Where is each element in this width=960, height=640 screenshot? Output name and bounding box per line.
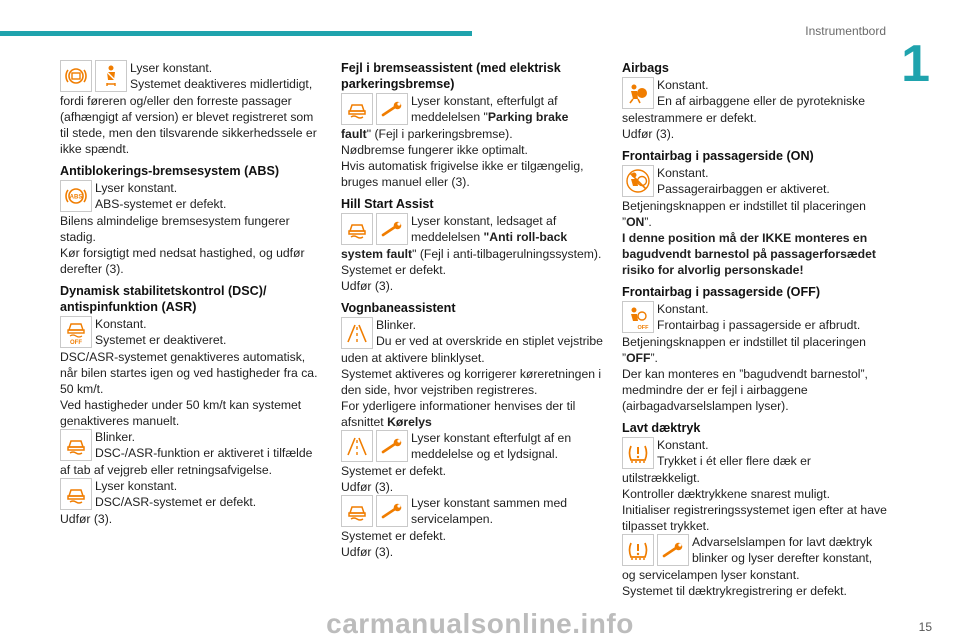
car-icon <box>341 213 373 245</box>
paragraph: selestrammere er defekt. <box>622 111 757 125</box>
header-accent-bar <box>0 31 472 36</box>
paragraph: og servicelampen lyser konstant. <box>622 568 800 582</box>
entry-line: Konstant. <box>657 302 709 316</box>
lane-icon <box>341 430 373 462</box>
text-bold: "Anti roll-back <box>483 230 568 244</box>
tyre-pressure-icon <box>622 437 654 469</box>
seatbelt-warning-icon <box>95 60 127 92</box>
entry-line: Advarselslampen for lavt dæktryk <box>692 535 873 549</box>
paragraph: DSC/ASR-systemet genaktiveres automatisk, når bilen startes igen og ved hastigheder fra ca. 50 km/t. <box>60 350 318 396</box>
dsc-icon <box>60 478 92 510</box>
heading-dsc: Dynamisk stabilitetskontrol (DSC)/ antispinfunktion (ASR) <box>60 284 267 314</box>
dsc-off-icon <box>60 316 92 348</box>
paragraph: utilstrækkeligt. <box>622 471 700 485</box>
entry-line: Konstant. <box>657 78 709 92</box>
airbag-off-icon <box>622 301 654 333</box>
paragraph: Udfør (3). <box>341 545 394 559</box>
entry-line: Lyser konstant. <box>95 181 178 195</box>
entry-line: Du er ved at overskride en stiplet vejstribe <box>376 334 603 348</box>
text: ”. <box>644 215 652 229</box>
entry-line: Lyser konstant. <box>95 479 178 493</box>
text-bold: system fault <box>341 247 413 261</box>
entry-line: Lyser konstant, ledsaget af <box>411 214 557 228</box>
paragraph: uden at aktivere blinklyset. <box>341 351 485 365</box>
paragraph: Der kan monteres en ”bagudvendt barnestol”, medmindre der er fejl i airbaggene (airbagadvarselslampen lyser). <box>622 367 868 413</box>
car-icon <box>341 495 373 527</box>
paragraph: Systemet til dæktrykregistrering er defekt. <box>622 584 847 598</box>
paragraph: Udfør (3). <box>341 480 394 494</box>
entry-line: ABS-systemet er defekt. <box>95 197 227 211</box>
entry-line: Konstant. <box>657 438 709 452</box>
airbag-on-icon <box>622 165 654 197</box>
entry-line: Konstant. <box>95 317 147 331</box>
entry-line: Blinker. <box>95 430 135 444</box>
heading-airbag-off: Frontairbag i passagerside (OFF) <box>622 285 821 299</box>
lane-icon <box>341 317 373 349</box>
entry-line: Lyser konstant sammen med <box>411 496 568 510</box>
paragraph: Udfør (3). <box>60 512 113 526</box>
paragraph: Udfør (3). <box>341 279 394 293</box>
seatbelt-entry <box>60 60 318 93</box>
heading-brake-assist: Fejl i bremseassistent (med elektrisk parkeringsbremse) <box>341 61 561 91</box>
paragraph: Systemet aktiveres og korrigerer køreretningen i den side, hvor vejstriben registreres. <box>341 367 602 397</box>
heading-lane-assist: Vognbaneassistent <box>341 301 456 315</box>
tyre-pressure-icon <box>622 534 654 566</box>
paragraph: Systemet er defekt. <box>341 263 446 277</box>
text: For yderligere informationer henvises der til afsnittet <box>341 399 576 429</box>
airbag-icon <box>622 77 654 109</box>
entry-line: Systemet er deaktiveret. <box>95 333 227 347</box>
entry-line: blinker og lyser derefter konstant, <box>692 551 873 565</box>
paragraph: af tab af vejgreb eller retningsafvigelse. <box>60 463 273 477</box>
text: " (Fejl i parkeringsbremse). <box>366 127 513 141</box>
entry-line: Lyser konstant, efterfulgt af <box>411 94 558 108</box>
car-icon <box>341 93 373 125</box>
text: Betjeningsknappen er indstillet til placeringen ” <box>622 199 866 229</box>
paragraph: fordi føreren og/eller den forreste passager (afhængigt af version) er blevet registreret som til stede, men den tilsvarende sikkerhedssele er ikke spændt. <box>60 94 317 156</box>
entry-line: Blinker. <box>376 318 416 332</box>
heading-abs: Antiblokerings-bremsesystem (ABS) <box>60 164 280 178</box>
entry-line: servicelampen. <box>411 512 493 526</box>
entry-line: meddelelse og et lydsignal. <box>411 447 559 461</box>
warning-text: I denne position må der IKKE monteres en bagudvendt barnestol på passagerforsædet risiko for alvorlig personskade! <box>622 231 876 277</box>
wrench-icon <box>376 213 408 245</box>
text-bold: Parking brake <box>487 110 569 124</box>
entry-line: En af airbaggene eller de pyrotekniske <box>657 94 865 108</box>
paragraph: Bilens almindelige bremsesystem fungerer stadig. <box>60 214 290 244</box>
text-bold: Kørelys <box>387 415 432 429</box>
text: " (Fejl i anti-tilbagerulningssystem). <box>412 247 602 261</box>
column-middle <box>341 60 605 560</box>
heading-airbag-on: Frontairbag i passagerside (ON) <box>622 149 814 163</box>
paragraph: Kør forsigtigt med nedsat hastighed, og udfør derefter (3). <box>60 246 305 276</box>
dsc-icon <box>60 429 92 461</box>
paragraph: Kontroller dæktrykkene snarest muligt. <box>622 487 830 501</box>
entry-line: DSC-/ASR-funktion er aktiveret i tilfælde <box>95 446 313 460</box>
column-right <box>622 60 890 599</box>
entry-line: Lyser konstant. <box>130 61 213 75</box>
paragraph: Systemet er defekt. <box>341 464 446 478</box>
paragraph: Ved hastigheder under 50 km/t kan systemet genaktiveres manuelt. <box>60 398 302 428</box>
entry-line: Frontairbag i passagerside er afbrudt. <box>657 318 861 332</box>
heading-hill-start: Hill Start Assist <box>341 197 434 211</box>
entry-line: Konstant. <box>657 166 709 180</box>
section-title: Instrumentbord <box>805 24 886 38</box>
page-number: 15 <box>918 620 932 634</box>
seatbelt-icon <box>60 60 92 92</box>
paragraph: Nødbremse fungerer ikke optimalt. <box>341 143 528 157</box>
wrench-icon <box>376 430 408 462</box>
column-left <box>60 60 318 527</box>
heading-airbags: Airbags <box>622 61 669 75</box>
entry-line: DSC/ASR-systemet er defekt. <box>95 495 257 509</box>
text-bold: ON <box>626 215 645 229</box>
paragraph: Systemet er defekt. <box>341 529 446 543</box>
text: meddelelsen " <box>411 110 488 124</box>
text-bold: fault <box>341 127 367 141</box>
wrench-icon <box>657 534 689 566</box>
text-bold: OFF <box>626 351 651 365</box>
entry-line: Systemet deaktiveres midlertidigt, <box>130 77 313 91</box>
entry-line: Lyser konstant efterfulgt af en <box>411 431 572 445</box>
entry-line: Passagerairbaggen er aktiveret. <box>657 182 830 196</box>
heading-tyre-pressure: Lavt dæktryk <box>622 421 701 435</box>
chapter-number: 1 <box>901 35 930 93</box>
text: Betjeningsknappen er indstillet til placeringen ” <box>622 335 866 365</box>
abs-icon <box>60 180 92 212</box>
paragraph: Udfør (3). <box>622 127 675 141</box>
wrench-icon <box>376 495 408 527</box>
text: meddelelsen <box>411 230 484 244</box>
text: ”. <box>650 351 658 365</box>
wrench-icon <box>376 93 408 125</box>
entry-line: Trykket i ét eller flere dæk er <box>657 454 811 468</box>
watermark: carmanualsonline.info <box>326 608 634 639</box>
paragraph: Hvis automatisk frigivelse ikke er tilgængelig, bruges manuel eller (3). <box>341 159 584 189</box>
paragraph: Initialiser registreringssystemet igen efter at have tilpasset trykket. <box>622 503 887 533</box>
